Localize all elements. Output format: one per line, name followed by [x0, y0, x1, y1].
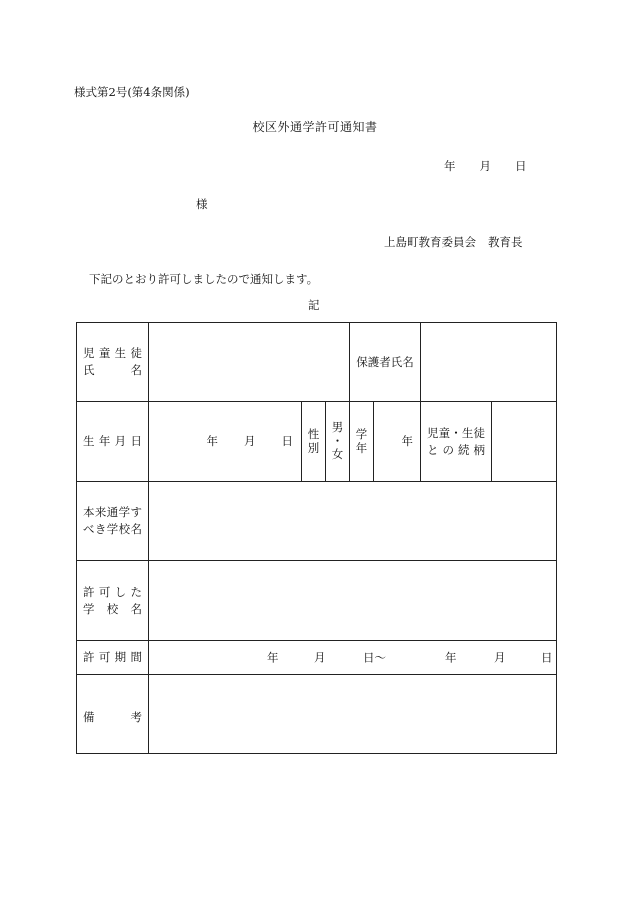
- sex-label-line1: 性: [307, 426, 320, 441]
- sex-label-line2: 別: [307, 440, 320, 455]
- original-school-label: [77, 482, 149, 561]
- period-end-day: 日: [541, 650, 553, 665]
- grade-label-line2: 年: [355, 440, 368, 455]
- period-start-day: 日〜: [363, 650, 386, 665]
- original-school-label-line2: べき学校名: [83, 522, 142, 536]
- sex-male: 男: [331, 419, 344, 434]
- row-remarks: [77, 675, 557, 754]
- sex-dot: ・: [331, 433, 344, 448]
- permitted-school-field[interactable]: [149, 561, 557, 641]
- birth-date-field[interactable]: [149, 402, 302, 482]
- relation-label: [421, 402, 492, 482]
- period-end-month: 月: [494, 650, 506, 665]
- period-start-month: 月: [314, 650, 326, 665]
- document-title: 校区外通学許可通知書: [252, 120, 378, 134]
- row-original-school: [77, 482, 557, 561]
- student-name-label: [77, 323, 149, 402]
- birth-month-unit: 月: [244, 434, 256, 449]
- student-name-field[interactable]: [149, 323, 350, 402]
- birth-label: 生年月日: [77, 402, 149, 482]
- recipient-suffix: 様: [196, 197, 208, 211]
- sex-female: 女: [331, 447, 344, 462]
- issue-date: [444, 161, 527, 173]
- remarks-label: 備考: [77, 675, 149, 754]
- issuer-org: 上島町教育委員会: [384, 235, 476, 249]
- row-student-name: [77, 323, 557, 402]
- issuer: [384, 237, 523, 249]
- permitted-school-label-line2: 学校名: [83, 601, 142, 616]
- row-permitted-school: [77, 561, 557, 641]
- permitted-school-label: [77, 561, 149, 641]
- grade-unit: 年: [401, 434, 414, 449]
- original-school-field[interactable]: [149, 482, 557, 561]
- relation-field[interactable]: [492, 402, 557, 482]
- issuer-role: 教育長: [488, 235, 523, 249]
- period-label: 許可期間: [77, 641, 149, 675]
- issue-date-day: 日: [515, 159, 527, 173]
- issue-date-month: 月: [479, 159, 491, 173]
- birth-year-unit: 年: [206, 434, 218, 449]
- sex-choice[interactable]: [326, 402, 350, 482]
- period-end-year: 年: [445, 650, 457, 665]
- birth-day-unit: 日: [281, 434, 293, 449]
- original-school-label-line1: 本来通学す: [83, 505, 142, 520]
- form-table: [76, 322, 557, 754]
- student-name-label-line2: 氏名: [83, 363, 142, 377]
- period-field[interactable]: [149, 641, 557, 675]
- remarks-field[interactable]: [149, 675, 557, 754]
- guardian-label: 保護者氏名: [350, 323, 421, 402]
- relation-label-line1: 児童・生徒: [427, 425, 486, 440]
- ki-heading: 記: [308, 298, 320, 312]
- grade-field[interactable]: [374, 402, 421, 482]
- form-number: 様式第2号(第4条関係): [74, 85, 190, 99]
- period-start-year: 年: [267, 650, 279, 665]
- permitted-school-label-line1: 許可した: [83, 584, 142, 599]
- relation-label-line2: との続柄: [427, 442, 486, 457]
- sex-label: [302, 402, 326, 482]
- intro-text: 下記のとおり許可しましたので通知します。: [89, 272, 319, 286]
- issue-date-year: 年: [444, 159, 456, 173]
- grade-label-line1: 学: [355, 426, 368, 441]
- row-period: [77, 641, 557, 675]
- grade-label: [350, 402, 374, 482]
- row-birth: [77, 402, 557, 482]
- guardian-name-field[interactable]: [421, 323, 557, 402]
- student-name-label-line1: 児童生徒: [83, 346, 142, 361]
